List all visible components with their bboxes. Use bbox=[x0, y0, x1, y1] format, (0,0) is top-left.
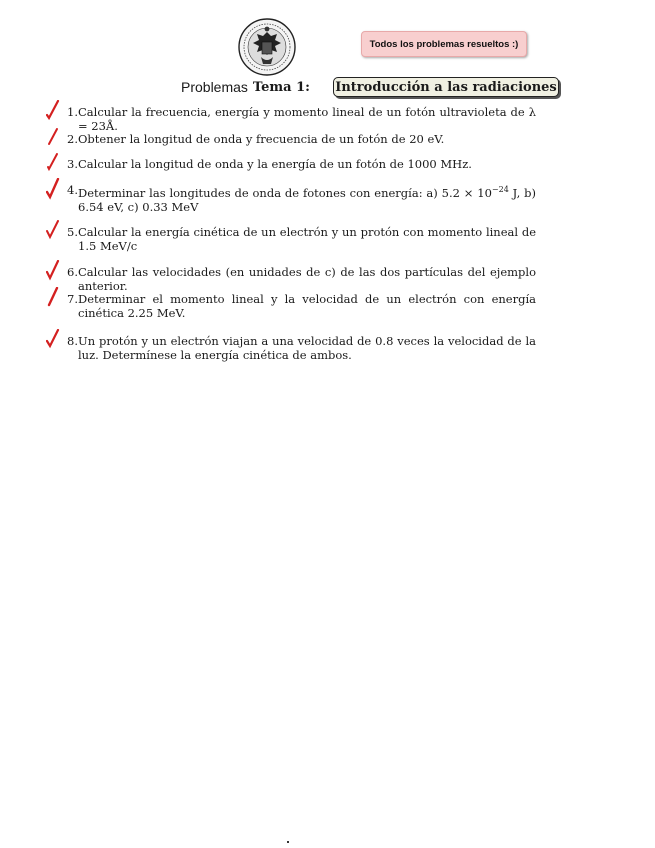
page-mark bbox=[287, 841, 289, 843]
red-checkmark-icon bbox=[46, 178, 60, 200]
title-prefix: Problemas bbox=[181, 79, 248, 95]
solved-badge: Todos los problemas resueltos :) bbox=[361, 31, 527, 57]
problem-text: Obtener la longitud de onda y frecuencia de un fotón de 20 eV. bbox=[78, 132, 445, 146]
problem-number: 8. bbox=[67, 334, 78, 348]
problem-text: Un protón y un electrón viajan a una velocidad de 0.8 veces la velocidad de la luz. Determínese la energía cinética de ambos. bbox=[78, 334, 536, 362]
page-title bbox=[181, 77, 310, 97]
problem-text: Calcular la frecuencia, energía y momento lineal de un fotón ultravioleta de λ = 23Å. bbox=[78, 105, 536, 133]
problem-number: 4. bbox=[67, 183, 78, 197]
title-topic-box: Introducción a las radiaciones bbox=[333, 77, 559, 97]
red-checkmark-icon bbox=[46, 152, 60, 174]
red-checkmark-icon bbox=[46, 260, 60, 282]
problem-number: 2. bbox=[67, 132, 78, 146]
problem-number: 7. bbox=[67, 292, 78, 306]
problem-text: Calcular la energía cinética de un electrón y un protón con momento lineal de 1.5 MeV/c bbox=[78, 225, 536, 253]
problem-text: Calcular la longitud de onda y la energía de un fotón de 1000 MHz. bbox=[78, 157, 472, 171]
red-checkmark-icon bbox=[46, 127, 60, 149]
problem-text: Determinar el momento lineal y la velocidad de un electrón con energía cinética 2.25 MeV. bbox=[78, 292, 536, 320]
red-checkmark-icon bbox=[46, 100, 60, 122]
problem-text: Calcular las velocidades (en unidades de c) de las dos partículas del ejemplo anterior. bbox=[78, 265, 536, 293]
problem-number: 5. bbox=[67, 225, 78, 239]
problem-number: 3. bbox=[67, 157, 78, 171]
red-checkmark-icon bbox=[46, 287, 60, 309]
red-checkmark-icon bbox=[46, 220, 60, 242]
red-checkmark-icon bbox=[46, 329, 60, 351]
problem-number: 6. bbox=[67, 265, 78, 279]
problem-number: 1. bbox=[67, 105, 78, 119]
problem-text: Determinar las longitudes de onda de fotones con energía: a) $5.2 \times 10^{-24}$ J, b) 6.54 eV, c) 0.33 MeV bbox=[78, 185, 536, 214]
university-seal-icon bbox=[237, 17, 297, 77]
title-tema: Tema 1: bbox=[252, 79, 310, 95]
